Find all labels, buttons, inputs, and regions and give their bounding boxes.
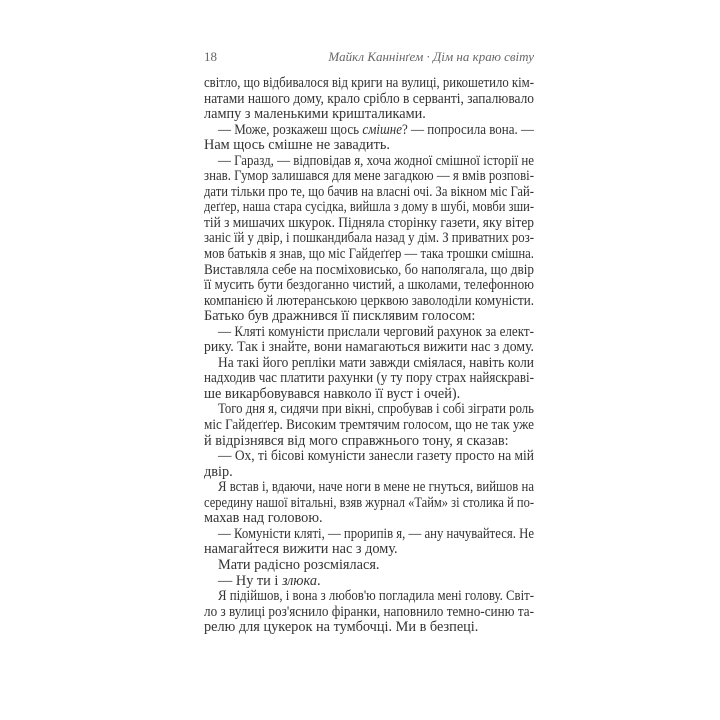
text-line-content: ше викарбовувався навколо її вуст і очей).	[204, 386, 461, 402]
text-line-content: натами нашого дому, крало срібло в серванті, запалювало	[204, 91, 534, 107]
text-line-content: — Кляті комуністи прислали черговий рахунок за елект-	[218, 324, 534, 340]
text-line	[204, 402, 534, 418]
text-line	[204, 574, 534, 590]
text-line-content: — Гаразд, — відповідав я, хоча жодної смішної історії не	[218, 153, 534, 169]
text-line	[204, 92, 534, 108]
text-line	[204, 371, 534, 387]
text-line-content: Мати радісно розсміялася.	[218, 557, 380, 573]
text-line-content: двір.	[204, 464, 233, 480]
text-line	[204, 123, 534, 139]
text-line	[204, 247, 534, 263]
text-line-content: — Ох, ті бісові комуністи занесли газету просто на мій	[218, 449, 534, 465]
text-line	[204, 527, 534, 543]
page-header	[204, 49, 534, 67]
text-line-content: компанією й лютеранською церквою заволоділи комуністи.	[204, 293, 534, 309]
text-line-content: намагайтеся вижити нас з дому.	[204, 542, 398, 558]
text-line-content: лампу з маленькими кришталиками.	[204, 107, 426, 123]
text-line-content: На такі його репліки мати завжди сміялася, навіть коли	[218, 355, 534, 371]
text-line	[204, 589, 534, 605]
text-line	[204, 325, 534, 341]
text-line-content: тій з мишачих шкурок. Підняла сторінку газети, яку вітер	[204, 215, 534, 231]
text-line	[204, 480, 534, 496]
text-line-content: надходив час платити рахунки (у ту пору страх найяскраві-	[204, 371, 534, 387]
text-segment: — Може, розкажеш щось	[218, 122, 363, 138]
text-line	[204, 231, 534, 247]
text-line	[204, 278, 534, 294]
text-line-content: ло з вулиці роз'яснило фіранки, наповнило темно-синю та-	[204, 604, 534, 620]
text-line-content: махав над головою.	[204, 511, 323, 527]
text-line	[204, 169, 534, 185]
running-head: Майкл Каннінґем · Дім на краю світу	[328, 49, 534, 64]
text-line	[204, 185, 534, 201]
body-text	[204, 76, 534, 636]
text-line-content: знав. Гумор залишався для мене загадкою — я вмів розпові-	[204, 169, 534, 185]
text-line-content: середину нашої вітальні, взяв журнал «Тайм» зі столика й по-	[204, 495, 534, 511]
text-line-content: Батько був дражнився її писклявим голосом:	[204, 309, 476, 325]
text-line	[204, 294, 534, 310]
text-line	[204, 216, 534, 232]
text-line-content: Я встав і, вдаючи, наче ноги в мене не гнуться, вийшов на	[218, 480, 534, 496]
text-line-content: Того дня я, сидячи при вікні, спробував і собі зіграти роль	[218, 402, 534, 418]
text-line	[204, 263, 534, 279]
text-line-content: міс Гайдеґґер. Високим тремтячим голосом, що не так уже	[204, 418, 534, 434]
text-line-content: дати тільки про те, що бачив на власні очі. За вікном міс Гай-	[204, 184, 534, 200]
text-line	[204, 340, 534, 356]
page-number: 18	[204, 49, 217, 64]
italic-word: смішне	[362, 122, 403, 138]
text-line-content: світло, що відбивалося від криги на вулиці, рикошетило кім-	[204, 76, 534, 91]
text-line-content: рику. Так і знайте, вони намагаються вижити нас з дому.	[204, 340, 534, 356]
text-line-content	[218, 123, 534, 139]
text-line	[204, 542, 534, 558]
text-line-content: мов батьків я знав, що міс Гайдеґґер — така трошки смішна.	[204, 247, 534, 263]
text-line-content: Я підійшов, і вона з любов'ю погладила мені голову. Світ-	[218, 589, 534, 605]
text-line	[204, 465, 534, 481]
text-line	[204, 558, 534, 574]
text-line	[204, 511, 534, 527]
text-line-content: Нам щось смішне не завадить.	[204, 138, 390, 154]
text-line	[204, 76, 534, 92]
text-line	[204, 107, 534, 123]
text-segment: .	[316, 573, 321, 589]
text-line	[204, 309, 534, 325]
text-line-content: — Комуністи кляті, — прорипів я, — ану начувайтеся. Не	[218, 526, 534, 542]
text-line	[204, 605, 534, 621]
text-line-content: Виставляла себе на посміховисько, бо наполягала, що двір	[204, 262, 534, 278]
text-line	[204, 496, 534, 512]
text-line	[204, 620, 534, 636]
text-line	[204, 434, 534, 450]
text-segment: ? — попросила вона. —	[402, 122, 534, 138]
text-line	[204, 356, 534, 372]
text-line-content	[218, 574, 321, 590]
text-line-content: її мусить бути бездоганно чистий, а школами, телефонною	[204, 278, 534, 294]
text-line-content: й відрізнявся від мого справжнього тону, я сказав:	[204, 433, 509, 449]
text-line-content: заніс їй у двір, і пошкандибала назад у дім. З приватних роз-	[204, 231, 534, 247]
text-line-content: релю для цукерок на тумбочці. Ми в безпеці.	[204, 620, 479, 636]
text-line-content: деґґер, наша стара сусідка, вийшла з дому в шубі, мовби зши-	[204, 200, 534, 216]
text-line	[204, 449, 534, 465]
italic-word: злюка	[281, 573, 317, 589]
text-line	[204, 418, 534, 434]
text-segment: — Ну ти і	[218, 573, 282, 589]
text-line	[204, 138, 534, 154]
text-line	[204, 200, 534, 216]
text-line	[204, 387, 534, 403]
text-line	[204, 154, 534, 170]
